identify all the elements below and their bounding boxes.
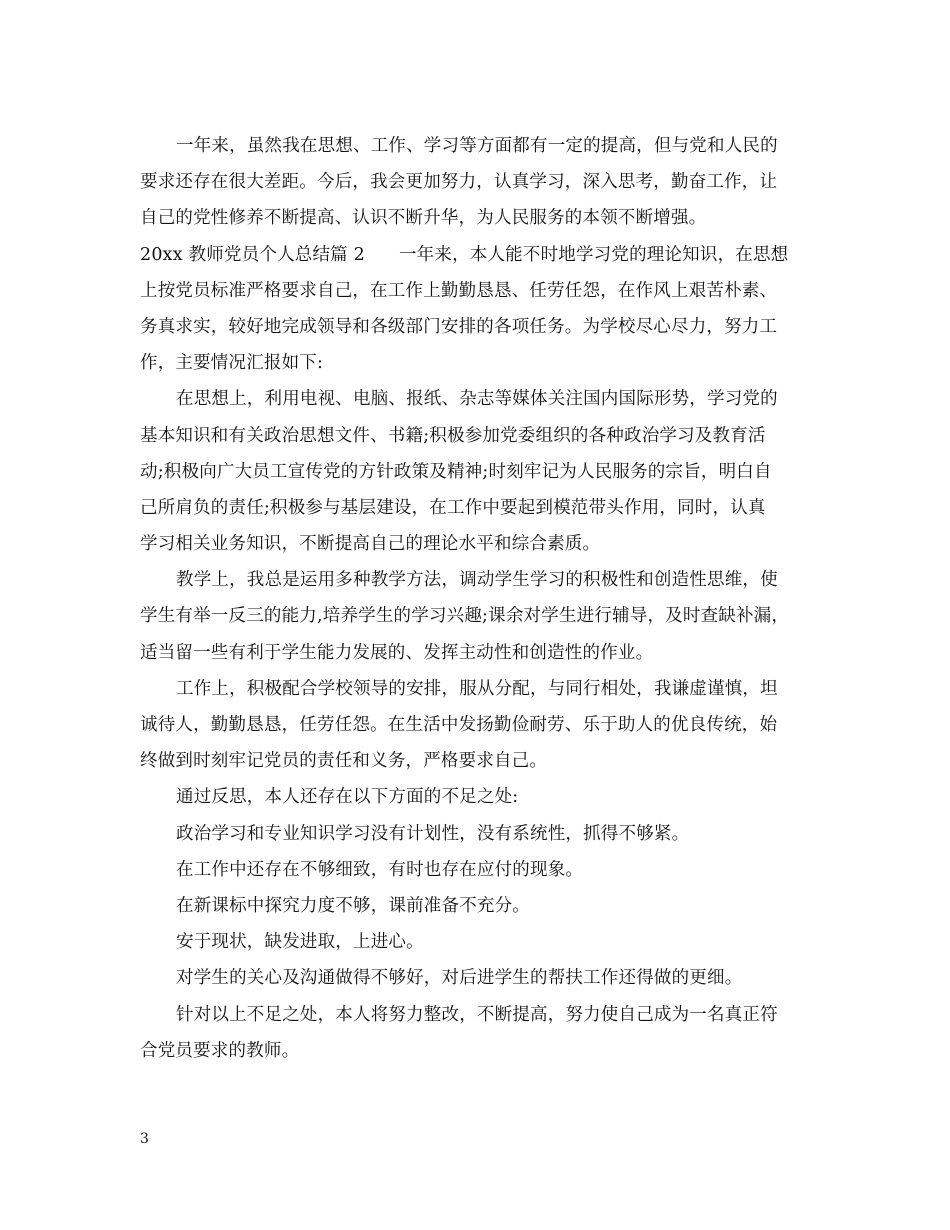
paragraph-11: 对学生的关心及沟通做得不够好，对后进学生的帮扶工作还得做的更细。 (176, 968, 743, 989)
paragraph-9: 在新课标中探究力度不够，课前准备不充分。 (176, 895, 530, 916)
text-line: 教学上，我总是运用多种教学方法，调动学生学习的积极性和创造性思维，使 (176, 570, 778, 591)
text-line: 合党员要求的教师。 (140, 1040, 300, 1061)
text-line: 工作上，积极配合学校领导的安排，服从分配，与同行相处，我谦虚谨慎，坦 (176, 678, 778, 699)
text-line: 在思想上，利用电视、电脑、报纸、杂志等媒体关注国内国际形势，学习党的 (176, 389, 778, 410)
page-number: 3 (140, 1131, 149, 1147)
paragraph-8: 在工作中还存在不够细致，有时也存在应付的现象。 (176, 859, 584, 880)
paragraph-3 (140, 381, 820, 562)
text-line: 终做到时刻牢记党员的责任和义务，严格要求自己。 (140, 751, 548, 772)
paragraph-2 (140, 237, 820, 382)
text-line: 一年来，虽然我在思想、工作、学习等方面都有一定的提高，但与党和人民的 (176, 136, 778, 156)
paragraph-4 (140, 562, 820, 671)
text-line: 自己的党性修养不断提高、认识不断升华，为人民服务的本领不断增强。 (140, 208, 707, 229)
text-line: 一年来，本人能不时地学习党的理论知识，在思想 (398, 244, 789, 265)
text-line: 基本知识和有关政治思想文件、书籍;积极参加党委组织的各种政治学习及教育活 (140, 425, 766, 446)
text-line: 学习相关业务知识，不断提高自己的理论水平和综合素质。 (140, 534, 601, 555)
text-line: 针对以上不足之处，本人将努力整改，不断提高，努力使自己成为一名真正符 (176, 1004, 778, 1025)
text-line: 学生有举一反三的能力,培养学生的学习兴趣;课余对学生进行辅导，及时查缺补漏， (140, 606, 790, 627)
text-line: 作，主要情况汇报如下: (140, 353, 324, 374)
paragraph-6: 通过反思，本人还存在以下方面的不足之处: (176, 787, 519, 808)
paragraph-5 (140, 671, 820, 780)
text-line: 要求还存在很大差距。今后，我会更加努力，认真学习，深入思考，勤奋工作，让 (140, 172, 778, 193)
paragraph-12 (140, 997, 820, 1069)
text-line: 适当留一些有利于学生能力发展的、发挥主动性和创造性的作业。 (140, 642, 654, 663)
text-line: 诚待人，勤勤恳恳，任劳任怨。在生活中发扬勤俭耐劳、乐于助人的优良传统，始 (140, 715, 778, 735)
text-line: 上按党员标准严格要求自己，在工作上勤勤恳恳、任劳任怨，在作风上艰苦朴素、 (140, 280, 778, 301)
text-line: 务真求实，较好地完成领导和各级部门安排的各项任务。为学校尽心尽力，努力工 (140, 316, 778, 337)
text-line: 动;积极向广大员工宣传党的方针政策及精神;时刻牢记为人民服务的宗旨，明白自 (140, 461, 772, 482)
text-line: 己所肩负的责任;积极参与基层建设，在工作中要起到模范带头作用，同时，认真 (140, 497, 766, 518)
paragraph-1 (140, 128, 820, 237)
paragraph-10: 安于现状，缺发进取，上进心。 (176, 932, 424, 953)
heading-line (140, 237, 820, 273)
document-body (140, 128, 820, 1069)
paragraph-7: 政治学习和专业知识学习没有计划性，没有系统性，抓得不够紧。 (176, 823, 690, 844)
section-heading: 20xx 教师党员个人总结篇 2 (140, 244, 365, 265)
